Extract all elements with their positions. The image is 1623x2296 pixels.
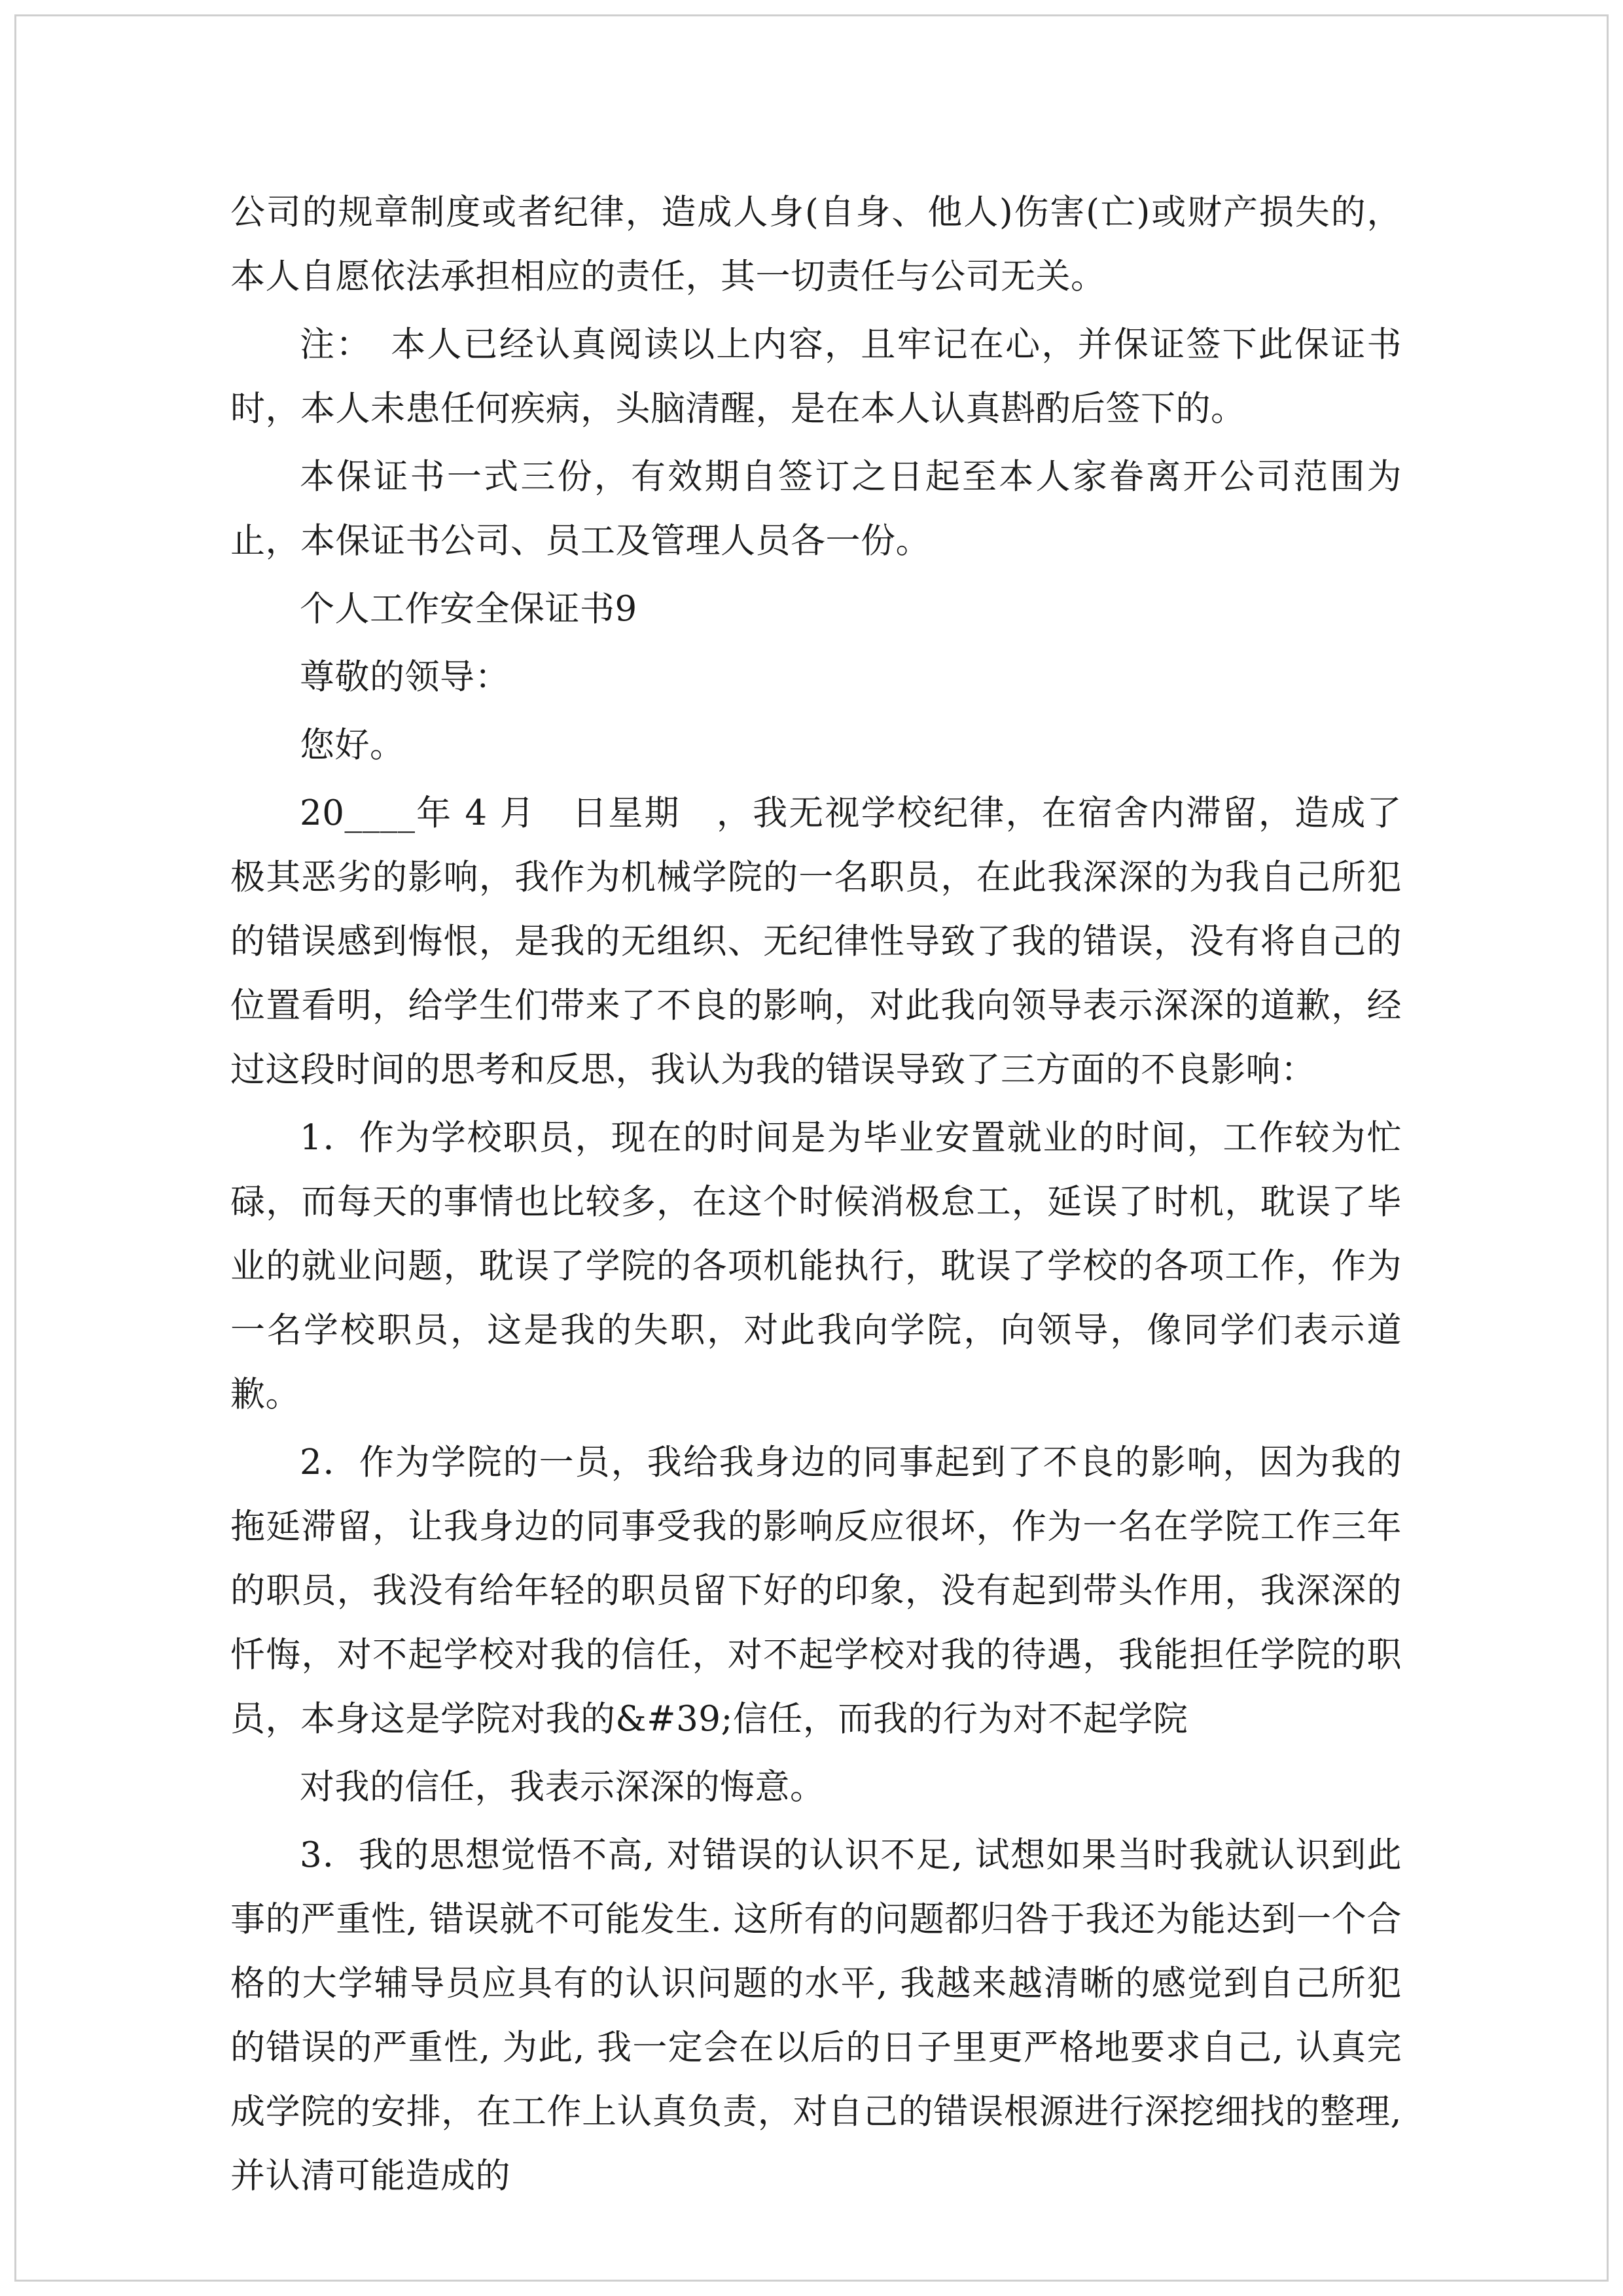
paragraph-point-2: 2．作为学院的一员，我给我身边的同事起到了不良的影响，因为我的拖延滞留，让我身边的同事受我的影响反应很坏，作为一名在学院工作三年的职员，我没有给年轻的职员留下好的印象，没有起到带头作用，我深深的忏悔，对不起学校对我的信任，对不起学校对我的待遇，我能担任学院的职员，本身这是学院对我的&#39;信任，而我的行为对不起学院 [230,1443,1402,1739]
paragraph-greeting: 您好。 [300,725,405,765]
paragraph-copies: 本保证书一式三份，有效期自签订之日起至本人家眷离开公司范围为止，本保证书公司、员工及管理人员各一份。 [230,457,1402,561]
paragraph-point-2-cont: 对我的信任，我表示深深的悔意。 [300,1767,825,1807]
paragraph-liability: 公司的规章制度或者纪律，造成人身(自身、他人)伤害(亡)或财产损失的，本人自愿依法承担相应的责任，其一切责任与公司无关。 [230,192,1402,296]
document-body [230,181,1402,2212]
paragraph-point-3: 3．我的思想觉悟不高, 对错误的认识不足, 试想如果当时我就认识到此事的严重性, 错误就不可能发生. 这所有的问题都归咎于我还为能达到一个合格的大学辅导员应具有的认识问题的水平, 我越来越清晰的感觉到自己所犯的错误的严重性, 为此, 我一定会在以后的日子里更严格地要求自己, 认真完成学院的安排，在工作上认真负责，对自己的错误根源进行深挖细找的整理, 并认清可能造成的 [230,1835,1402,2196]
paragraph-salutation: 尊敬的领导： [300,657,510,697]
paragraph-point-1: 1．作为学校职员，现在的时间是为毕业安置就业的时间，工作较为忙碌，而每天的事情也比较多，在这个时候消极怠工，延误了时机，耽误了毕业的就业问题，耽误了学院的各项机能执行，耽误了学校的各项工作，作为一名学校职员，这是我的失职，对此我向学院，向领导，像同学们表示道歉。 [230,1118,1402,1414]
paragraph-opening: 20____年 4 月 日星期 ，我无视学校纪律，在宿舍内滞留，造成了极其恶劣的影响，我作为机械学院的一名职员，在此我深深的为我自己所犯的错误感到悔恨，是我的无组织、无纪律性导致了我的错误，没有将自己的位置看明，给学生们带来了不良的影响，对此我向领导表示深深的道歉，经过这段时间的思考和反思，我认为我的错误导致了三方面的不良影响： [230,793,1402,1090]
section-heading: 个人工作安全保证书9 [300,589,637,629]
paragraph-note: 注： 本人已经认真阅读以上内容，且牢记在心，并保证签下此保证书时，本人未患任何疾病，头脑清醒，是在本人认真斟酌后签下的。 [230,325,1402,429]
